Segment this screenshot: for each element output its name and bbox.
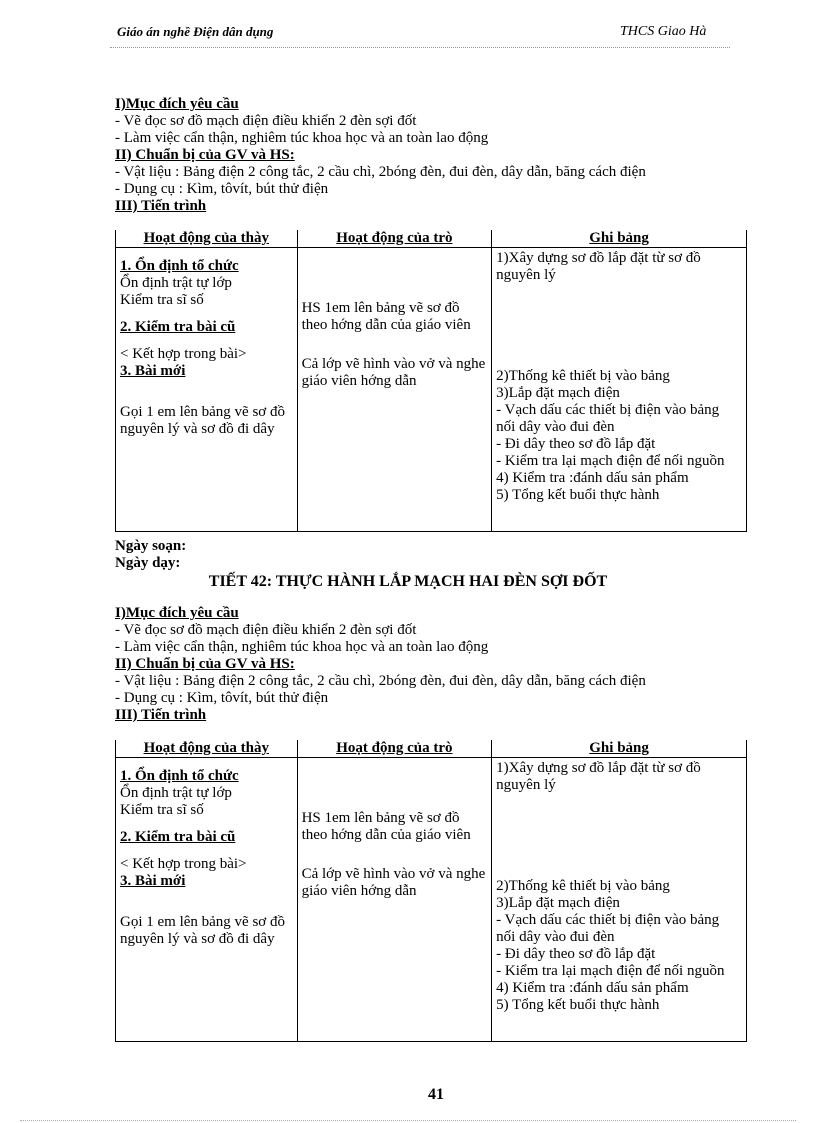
process-heading: III) Tiến trình bbox=[115, 198, 207, 214]
purpose-heading: I)Mục đích yêu cầu bbox=[115, 96, 239, 112]
purpose-item: - Vẽ đọc sơ đồ mạch điện điều khiển 2 đèn sợi đốt bbox=[115, 113, 417, 129]
column-header: Hoạt động của thày bbox=[116, 230, 298, 248]
board-notes-cell bbox=[492, 758, 747, 1042]
board-item: 5) Tổng kết buổi thực hành bbox=[496, 997, 660, 1013]
board-item: - Kiểm tra lại mạch điện để nối nguồn bbox=[496, 963, 725, 979]
header-divider bbox=[110, 47, 730, 48]
step-text: < Kết hợp trong bài> bbox=[120, 856, 247, 872]
column-header: Ghi bảng bbox=[492, 230, 747, 248]
board-item: - Vạch dấu các thiết bị điện vào bảng nối dây vào đui đèn bbox=[496, 402, 720, 435]
board-item: 4) Kiểm tra :đánh dấu sản phẩm bbox=[496, 470, 689, 486]
step-text: Gọi 1 em lên bảng vẽ sơ đồ nguyên lý và sơ đồ đi dây bbox=[120, 914, 285, 947]
step-text: Kiểm tra sĩ số bbox=[120, 292, 204, 308]
board-text: 1)Xây dựng sơ đồ lắp đặt từ sơ đồ nguyên lý bbox=[496, 760, 701, 793]
teacher-activity-cell bbox=[116, 758, 298, 1042]
board-item: 3)Lắp đặt mạch điện bbox=[496, 895, 620, 911]
student-activity-cell bbox=[297, 758, 492, 1042]
objectives-section-bottom bbox=[115, 605, 755, 724]
board-item: 4) Kiểm tra :đánh dấu sản phẩm bbox=[496, 980, 689, 996]
page-number: 41 bbox=[428, 1086, 444, 1103]
column-header: Hoạt động của trò bbox=[297, 230, 492, 248]
prep-item: - Dụng cụ : Kìm, tôvít, bút thử điện bbox=[115, 181, 329, 197]
step-text: < Kết hợp trong bài> bbox=[120, 346, 247, 362]
teacher-activity-cell bbox=[116, 248, 298, 532]
purpose-heading: I)Mục đích yêu cầu bbox=[115, 605, 239, 621]
board-item: - Đi dây theo sơ đồ lắp đặt bbox=[496, 436, 656, 452]
board-item: 3)Lắp đặt mạch điện bbox=[496, 385, 620, 401]
board-item: 2)Thống kê thiết bị vào bảng bbox=[496, 368, 670, 384]
step-text: Ổn định trật tự lớp bbox=[120, 275, 232, 291]
step-heading: 2. Kiểm tra bài cũ bbox=[120, 319, 236, 335]
student-text: Cả lớp vẽ hình vào vở và nghe giáo viên hớng dẫn bbox=[301, 866, 486, 899]
prep-date: Ngày soạn: bbox=[115, 538, 187, 554]
purpose-item: - Làm việc cẩn thận, nghiêm túc khoa học và an toàn lao động bbox=[115, 130, 489, 146]
board-notes-cell bbox=[492, 248, 747, 532]
student-text: Cả lớp vẽ hình vào vở và nghe giáo viên hớng dẫn bbox=[301, 356, 486, 389]
lesson-table-top bbox=[115, 230, 747, 532]
prep-heading: II) Chuẩn bị của GV và HS: bbox=[115, 147, 295, 163]
student-activity-cell bbox=[297, 248, 492, 532]
prep-heading: II) Chuẩn bị của GV và HS: bbox=[115, 656, 295, 672]
purpose-item: - Làm việc cẩn thận, nghiêm túc khoa học và an toàn lao động bbox=[115, 639, 489, 655]
lesson-title: TIẾT 42: THỰC HÀNH LẮP MẠCH HAI ĐÈN SỢI ĐỐT bbox=[208, 573, 608, 590]
step-heading: 1. Ổn định tổ chức bbox=[120, 258, 239, 274]
step-heading: 3. Bài mới bbox=[120, 873, 186, 889]
step-heading: 3. Bài mới bbox=[120, 363, 186, 379]
student-text: HS 1em lên bảng vẽ sơ đồ theo hớng dẫn của giáo viên bbox=[301, 300, 471, 333]
lesson-table-bottom bbox=[115, 740, 747, 1042]
step-text: Gọi 1 em lên bảng vẽ sơ đồ nguyên lý và sơ đồ đi dây bbox=[120, 404, 285, 437]
prep-item: - Vật liệu : Bảng điện 2 công tắc, 2 cầu chì, 2bóng đèn, đui đèn, dây dẫn, băng cách điện bbox=[115, 673, 646, 689]
step-heading: 1. Ổn định tổ chức bbox=[120, 768, 239, 784]
board-item: - Đi dây theo sơ đồ lắp đặt bbox=[496, 946, 656, 962]
column-header: Hoạt động của trò bbox=[297, 740, 492, 758]
step-text: Ổn định trật tự lớp bbox=[120, 785, 232, 801]
column-header: Ghi bảng bbox=[492, 740, 747, 758]
step-heading: 2. Kiểm tra bài cũ bbox=[120, 829, 236, 845]
column-header: Hoạt động của thày bbox=[116, 740, 298, 758]
purpose-item: - Vẽ đọc sơ đồ mạch điện điều khiển 2 đèn sợi đốt bbox=[115, 622, 417, 638]
board-item: - Kiểm tra lại mạch điện để nối nguồn bbox=[496, 453, 725, 469]
header-subject: Giáo án nghề Điện dân dụng bbox=[117, 24, 274, 39]
step-text: Kiểm tra sĩ số bbox=[120, 802, 204, 818]
header-school: THCS Giao Hà bbox=[620, 24, 707, 39]
process-heading: III) Tiến trình bbox=[115, 707, 207, 723]
bottom-divider bbox=[20, 1120, 796, 1121]
board-item: 5) Tổng kết buổi thực hành bbox=[496, 487, 660, 503]
board-item: 2)Thống kê thiết bị vào bảng bbox=[496, 878, 670, 894]
prep-item: - Vật liệu : Bảng điện 2 công tắc, 2 cầu chì, 2bóng đèn, đui đèn, dây dẫn, băng cách điện bbox=[115, 164, 646, 180]
board-text: 1)Xây dựng sơ đồ lắp đặt từ sơ đồ nguyên lý bbox=[496, 250, 701, 283]
teach-date: Ngày dạy: bbox=[115, 555, 181, 571]
student-text: HS 1em lên bảng vẽ sơ đồ theo hớng dẫn của giáo viên bbox=[301, 810, 471, 843]
board-item: - Vạch dấu các thiết bị điện vào bảng nối dây vào đui đèn bbox=[496, 912, 720, 945]
prep-item: - Dụng cụ : Kìm, tôvít, bút thử điện bbox=[115, 690, 329, 706]
objectives-section-top bbox=[115, 96, 755, 215]
